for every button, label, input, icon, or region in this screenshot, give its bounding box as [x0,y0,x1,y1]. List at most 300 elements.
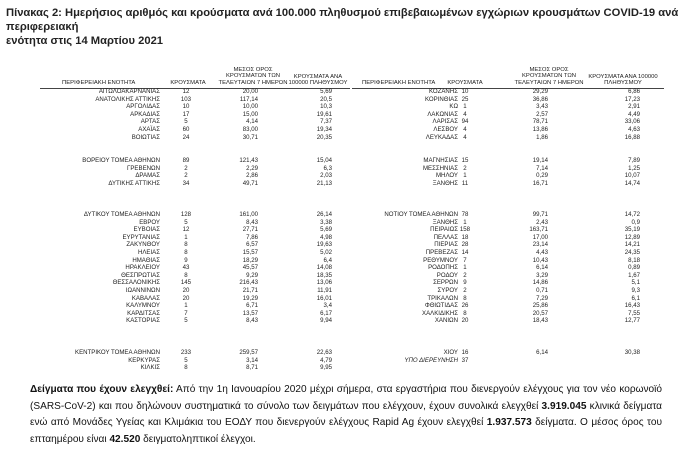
region-cell: ΤΡΙΚΑΛΩΝ [427,294,458,302]
region-cell: ΠΕΛΛΑΣ [433,233,458,241]
per100k-cell: 1,25 [628,164,640,172]
avg-cell: 8,43 [246,317,258,325]
region-cell: ΕΥΡΥΤΑΝΙΑΣ [122,233,160,241]
cases-cell: 43 [182,264,190,272]
region-cell: ΞΑΝΘΗΣ [432,218,458,226]
avg-cell: 18,43 [532,317,548,325]
left-table-body [40,89,350,389]
region-cell: ΜΕΣΣΗΝΙΑΣ [422,164,458,172]
cases-cell: 1 [463,264,467,272]
per100k-cell: 14,21 [624,241,640,249]
region-cell: ΗΡΑΚΛΕΙΟΥ [125,264,160,272]
region-cell: ΚΕΡΚΥΡΑΣ [128,356,160,364]
avg-cell: 7,29 [536,294,548,302]
region-cell: ΒΟΡΕΙΟΥ ΤΟΜΕΑ ΑΘΗΝΩΝ [82,157,160,164]
table-row [40,250,350,257]
region-cell: ΕΒΡΟΥ [139,218,160,226]
table-row [352,112,664,119]
avg-cell: 2,86 [246,172,258,180]
region-cell: ΠΙΕΡΙΑΣ [434,241,458,249]
per100k-cell: 6,1 [631,294,640,302]
cases-cell: 26 [461,302,469,310]
region-cell: ΚΑΣΤΟΡΙΑΣ [126,317,160,325]
table-row [40,158,350,165]
avg-cell: 161,00 [239,211,258,218]
table-row [352,220,664,227]
per100k-cell: 24,35 [624,249,640,256]
cases-cell: 18 [461,233,469,241]
avg-cell: 13,57 [242,309,258,317]
region-cell: ΑΙΤΩΛΟΑΚΑΡΝΑΝΙΑΣ [98,88,160,95]
avg-cell: 6,14 [536,349,548,356]
avg-cell: 83,00 [242,126,258,133]
region-cell: ΒΟΙΩΤΙΑΣ [131,133,160,141]
table-row [40,112,350,119]
per100k-cell: 5,02 [320,249,332,256]
cases-cell: 17 [182,110,190,118]
per100k-cell: 14,72 [624,211,640,218]
cases-cell: 12 [182,88,190,95]
region-cell: ΔΥΤΙΚΗΣ ΑΤΤΙΚΗΣ [108,179,160,187]
table-row [40,288,350,295]
avg-cell: 0,29 [536,172,548,180]
per100k-cell: 8,18 [628,256,640,264]
cases-cell: 1 [463,218,467,226]
paragraph-number-1: 3.919.045 [541,400,587,412]
table-row [352,318,664,325]
region-cell: ΡΟΔΟΥ [436,271,458,279]
table-row [352,303,664,310]
avg-cell: 49,71 [242,179,258,187]
cases-cell: 60 [182,126,190,133]
region-cell: ΡΕΘΥΜΝΟΥ [423,256,458,264]
table-row [40,135,350,142]
cases-cell: 7 [184,309,188,317]
per100k-cell: 19,34 [316,126,332,133]
region-cell: ΧΑΝΙΩΝ [434,317,458,325]
avg-cell: 3,43 [536,103,548,111]
cases-cell: 16 [461,349,469,356]
region-cell: ΜΑΓΝΗΣΙΑΣ [423,157,458,164]
cases-cell: 14 [461,249,469,256]
avg-cell: 21,71 [242,287,258,294]
table-row [352,104,664,111]
avg-cell: 3,29 [536,271,548,279]
avg-cell: 163,71 [529,226,548,234]
per100k-cell: 0,9 [631,218,640,226]
cases-cell: 8 [184,364,188,372]
avg-cell: 2,43 [536,218,548,226]
cases-cell: 9 [184,256,188,264]
per100k-cell: 12,89 [624,233,640,241]
region-cell: ΑΧΑΪΑΣ [138,126,160,133]
cases-cell: 78 [461,211,469,218]
per100k-cell: 22,63 [316,349,332,356]
cases-cell: 28 [461,241,469,249]
paragraph-number-2: 1.937.573 [486,417,532,428]
table-row [352,273,664,280]
region-cell: ΧΙΟΥ [443,349,458,356]
cases-cell: 20 [182,294,190,302]
avg-cell: 216,43 [239,279,258,287]
cases-cell: 2 [463,287,467,294]
per100k-cell: 20,35 [316,133,332,141]
avg-cell: 15,00 [242,110,258,118]
per100k-cell: 3,4 [323,302,332,310]
header-avg: ΜΕΣΟΣ ΟΡΟΣ ΚΡΟΥΣΜΑΤΩΝ ΤΩΝ ΤΕΛΕΥΤΑΙΩΝ 7 ΗΜΕΡΩΝ [218,67,288,86]
avg-cell: 0,71 [536,287,548,294]
avg-cell: 6,71 [246,302,258,310]
table-row [40,97,350,104]
paragraph-number-3: 42.520 [109,433,141,445]
per100k-cell: 30,38 [624,349,640,356]
table-row [352,358,664,365]
per100k-cell: 5,1 [631,279,640,287]
per100k-cell: 15,04 [316,157,332,164]
per100k-cell: 10,3 [320,103,332,111]
table-row [352,227,664,234]
cases-cell: 5 [184,118,188,126]
per100k-cell: 35,19 [624,226,640,234]
table-row [40,104,350,111]
table-row [352,296,664,303]
avg-cell: 7,86 [246,233,258,241]
region-cell: ΠΡΕΒΕΖΑΣ [425,249,458,256]
per100k-cell: 7,37 [320,118,332,126]
table-row [352,258,664,265]
per100k-cell: 2,03 [320,172,332,180]
table-row [40,296,350,303]
header-region: ΠΕΡΙΦΕΡΕΙΑΚΗ ΕΝΟΤΗΤΑ [62,80,136,86]
table-row [40,181,350,188]
table-row [40,258,350,265]
avg-cell: 99,71 [532,211,548,218]
cases-cell: 8 [463,309,467,317]
region-cell: ΘΕΣΠΡΩΤΙΑΣ [121,271,160,279]
samples-paragraph [30,382,662,448]
avg-cell: 19,14 [532,157,548,164]
avg-cell: 23,14 [532,241,548,249]
table-caption [6,6,686,48]
per100k-cell: 3,38 [320,218,332,226]
table-row [40,358,350,365]
per100k-cell: 33,06 [624,118,640,126]
cases-cell: 2 [463,164,467,172]
caption-line-1: Πίνακας 2: Ημερήσιος αριθμός και κρούσματα ανά 100.000 πληθυσμού επιβεβαιωμένων εγχώριων κρουσμάτων COVID-19 ανά περιφερειακή [6,7,679,33]
paragraph-lead: Δείγματα που έχουν ελεγχθεί: [30,384,174,395]
table-row [40,173,350,180]
per100k-cell: 4,98 [320,233,332,241]
avg-cell: 13,86 [532,126,548,133]
cases-cell: 8 [184,241,188,249]
per100k-cell: 20,5 [320,95,332,103]
avg-cell: 2,29 [246,164,258,172]
per100k-cell: 6,17 [320,309,332,317]
avg-cell: 9,29 [246,271,258,279]
table-row [352,89,664,96]
region-cell: ΘΕΣΣΑΛΟΝΙΚΗΣ [112,279,160,287]
table-row [40,273,350,280]
caption-line-2: ενότητα στις 14 Μαρτίου 2021 [6,35,164,47]
region-cell: ΓΡΕΒΕΝΩΝ [127,164,160,172]
cases-cell: 1 [184,233,188,241]
table-row [352,288,664,295]
avg-cell: 7,14 [536,164,548,172]
cases-cell: 7 [463,256,467,264]
right-table [352,64,664,382]
region-cell: ΛΕΥΚΑΔΑΣ [425,133,458,141]
region-cell: ΧΑΛΚΙΔΙΚΗΣ [422,309,458,317]
cases-cell: 24 [182,133,190,141]
table-row [352,311,664,318]
cases-cell: 1 [463,103,467,111]
per100k-cell: 4,79 [320,356,332,364]
region-cell: ΔΡΑΜΑΣ [135,172,160,180]
per100k-cell: 9,94 [320,317,332,325]
table-row [352,235,664,242]
avg-cell: 8,71 [246,364,258,372]
header-cases: ΚΡΟΥΣΜΑΤΑ [170,80,206,86]
header-cases-right: ΚΡΟΥΣΜΑΤΑ [447,80,483,86]
cases-cell: 4 [463,110,467,118]
avg-cell: 30,71 [242,133,258,141]
per100k-cell: 19,63 [316,241,332,249]
per100k-cell: 5,69 [320,226,332,234]
avg-cell: 14,86 [532,279,548,287]
cases-cell: 34 [182,179,190,187]
table-row [40,227,350,234]
avg-cell: 6,14 [536,264,548,272]
per100k-cell: 1,67 [628,271,640,279]
region-cell: ΗΛΕΙΑΣ [137,249,160,256]
per100k-cell: 2,91 [628,103,640,111]
cases-cell: 4 [463,126,467,133]
cases-cell: 2 [463,271,467,279]
table-row [40,350,350,357]
cases-cell: 94 [461,118,469,126]
cases-cell: 8 [184,271,188,279]
region-cell: ΚΟΡΙΝΘΙΑΣ [424,95,458,103]
table-row [352,158,664,165]
per100k-cell: 4,49 [628,110,640,118]
avg-cell: 19,29 [242,294,258,302]
region-cell: ΑΡΚΑΔΙΑΣ [130,110,160,118]
per100k-cell: 17,23 [624,95,640,103]
avg-cell: 15,57 [242,249,258,256]
cases-cell: 89 [182,157,190,164]
region-cell: ΚΙΛΚΙΣ [140,364,160,372]
region-cell: ΑΡΤΑΣ [140,118,160,126]
table-row [40,127,350,134]
region-cell: ΠΕΙΡΑΙΩΣ [430,226,458,234]
table-row [40,280,350,287]
avg-cell: 10,00 [242,103,258,111]
per100k-cell: 7,55 [628,309,640,317]
region-cell: ΚΑΡΔΙΤΣΑΣ [127,309,160,317]
table-row [40,311,350,318]
avg-cell: 1,86 [536,133,548,141]
avg-cell: 259,57 [239,349,258,356]
table-row [40,235,350,242]
cases-cell: 10 [182,103,190,111]
avg-cell: 78,71 [532,118,548,126]
per100k-cell: 16,88 [624,133,640,141]
avg-cell: 29,29 [532,88,548,95]
paragraph-text-4: δειγματοληπτικοί έλεγχοι. [140,433,256,445]
avg-cell: 27,71 [242,226,258,234]
left-table [40,64,350,382]
cases-cell: 10 [461,88,469,95]
cases-cell: 2 [184,164,188,172]
per100k-cell: 6,4 [323,256,332,264]
per100k-cell: 10,07 [624,172,640,180]
cases-cell: 20 [182,287,190,294]
region-cell: ΣΕΡΡΩΝ [433,279,458,287]
table-row [40,303,350,310]
per100k-cell: 11,91 [317,287,332,294]
table-row [40,265,350,272]
region-cell: ΑΡΓΟΛΙΔΑΣ [126,103,160,111]
cases-cell: 1 [463,172,467,180]
per100k-cell: 14,74 [624,179,640,187]
table-row [40,89,350,96]
cases-cell: 5 [184,317,188,325]
region-cell: ΚΩ [449,103,458,111]
table-row [352,242,664,249]
region-cell: ΗΜΑΘΙΑΣ [132,256,160,264]
region-cell: ΞΑΝΘΗΣ [432,179,458,187]
table-row [352,181,664,188]
avg-cell: 16,71 [532,179,548,187]
region-cell: ΚΕΝΤΡΙΚΟΥ ΤΟΜΕΑ ΑΘΗΝΩΝ [75,349,160,356]
region-cell: ΛΑΚΩΝΙΑΣ [427,110,458,118]
region-cell: ΚΑΛΥΜΝΟΥ [126,302,160,310]
cases-cell: 15 [461,157,469,164]
avg-cell: 18,29 [242,256,258,264]
avg-cell: 17,00 [532,233,548,241]
cases-cell: 2 [184,172,188,180]
region-cell: ΛΑΡΙΣΑΣ [432,118,458,126]
table-row [352,127,664,134]
avg-cell: 121,43 [239,157,258,164]
paragraph-text-1: Από την 1η Ιανουαρίου 2020 μέχρι σήμερα, στα εργαστήρια που διενεργούν ελέγχους για τον νέο κορωνοϊό (SARS-CoV-2) και που δηλώνουν συστηματικά το σύνολο των δειγμάτων που ελέγχουν, έχουν συνολικά ελεγχθεί [30,384,663,412]
table-row [40,365,350,372]
region-cell: ΥΠΟ ΔΙΕΡΕΥΝΗΣΗ [404,356,458,364]
paragraph-text-3: δείγματα. Ο μέσος όρος του επταημέρου είναι [30,417,662,445]
cases-cell: 8 [184,249,188,256]
cases-cell: 25 [461,95,469,103]
cases-cell: 9 [463,279,467,287]
table-row [352,265,664,272]
table-row [352,97,664,104]
table-row [352,166,664,173]
avg-cell: 36,86 [532,95,548,103]
right-table-body [352,89,664,389]
per100k-cell: 12,77 [624,317,640,325]
region-cell: ΔΥΤΙΚΟΥ ΤΟΜΕΑ ΑΘΗΝΩΝ [83,211,160,218]
cases-cell: 128 [180,211,192,218]
avg-cell: 117,14 [239,95,258,103]
region-cell: ΚΑΒΑΛΑΣ [131,294,160,302]
cases-cell: 5 [184,218,188,226]
cases-cell: 8 [463,294,467,302]
avg-cell: 8,43 [246,218,258,226]
cases-cell: 37 [461,356,469,364]
avg-cell: 10,43 [532,256,548,264]
per100k-cell: 16,01 [316,294,332,302]
per100k-cell: 13,06 [316,279,332,287]
per100k-cell: 19,61 [316,110,332,118]
header-per100k-right: ΚΡΟΥΣΜΑΤΑ ΑΝΑ 100000 ΠΛΗΘΥΣΜΟΥ [588,74,658,87]
cases-cell: 20 [461,317,469,325]
region-cell: ΕΥΒΟΙΑΣ [133,226,160,234]
avg-cell: 45,57 [242,264,258,272]
cases-cell: 103 [180,95,192,103]
per100k-cell: 18,35 [316,271,332,279]
table-row [352,280,664,287]
avg-cell: 3,14 [246,356,258,364]
table-row [352,212,664,219]
cases-cell: 233 [180,349,192,356]
table-row [40,119,350,126]
table-row [40,318,350,325]
table-row [352,173,664,180]
per100k-cell: 16,43 [624,302,640,310]
per100k-cell: 6,86 [628,88,640,95]
region-cell: ΙΩΑΝΝΙΝΩΝ [125,287,160,294]
per100k-cell: 26,14 [316,211,332,218]
per100k-cell: 9,3 [631,287,640,294]
avg-cell: 4,43 [536,249,548,256]
cases-cell: 158 [459,226,471,234]
header-per100k: ΚΡΟΥΣΜΑΤΑ ΑΝΑ 100000 ΠΛΗΘΥΣΜΟΥ [288,74,348,87]
table-row [40,166,350,173]
cases-cell: 11 [461,179,469,187]
per100k-cell: 9,95 [320,364,332,372]
per100k-cell: 5,69 [320,88,332,95]
paragraph-text-2: κλινικά δείγματα ενώ από Μονάδες Υγείας και Κλιμάκια του ΕΟΔΥ που διενεργούν ελέγχους Rapid Ag έχουν ελεγχθεί [30,400,662,428]
avg-cell: 20,57 [532,309,548,317]
per100k-cell: 7,89 [628,157,640,164]
cases-cell: 4 [463,133,467,141]
region-cell: ΛΕΣΒΟΥ [433,126,458,133]
avg-cell: 25,86 [532,302,548,310]
cases-cell: 5 [184,356,188,364]
table-row [352,119,664,126]
cases-cell: 145 [180,279,192,287]
region-cell: ΝΟΤΙΟΥ ΤΟΜΕΑ ΑΘΗΝΩΝ [384,211,458,218]
avg-cell: 20,00 [242,88,258,95]
per100k-cell: 0,89 [628,264,640,272]
table-row [40,220,350,227]
region-cell: ΜΗΛΟΥ [435,172,458,180]
avg-cell: 4,14 [246,118,258,126]
header-avg-right: ΜΕΣΟΣ ΟΡΟΣ ΚΡΟΥΣΜΑΤΩΝ ΤΩΝ ΤΕΛΕΥΤΑΙΩΝ 7 ΗΜΕΡΩΝ [514,67,584,86]
table-row [40,242,350,249]
per100k-cell: 6,3 [323,164,332,172]
region-cell: ΣΥΡΟΥ [437,287,458,294]
region-cell: ΚΟΖΑΝΗΣ [429,88,458,95]
avg-cell: 2,57 [536,110,548,118]
avg-cell: 6,57 [246,241,258,249]
per100k-cell: 14,08 [316,264,332,272]
region-cell: ΦΘΙΩΤΙΔΑΣ [424,302,458,310]
per100k-cell: 21,13 [316,179,332,187]
table-row [352,250,664,257]
table-row [40,212,350,219]
per100k-cell: 4,63 [628,126,640,133]
region-cell: ΑΝΑΤΟΛΙΚΗΣ ΑΤΤΙΚΗΣ [95,95,160,103]
